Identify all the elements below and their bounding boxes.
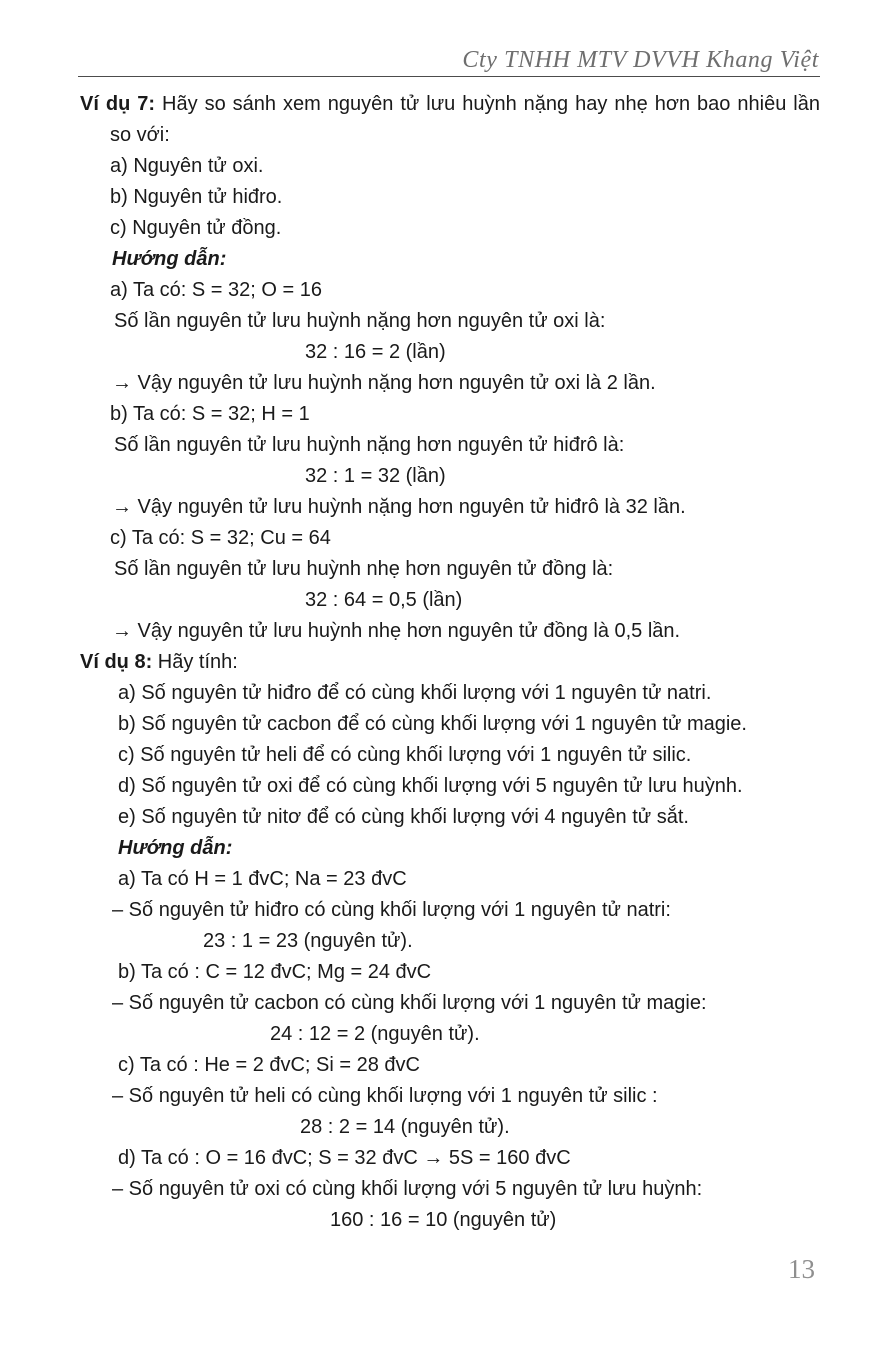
page-number: 13	[788, 1254, 815, 1284]
header-divider	[78, 76, 820, 77]
body-line: b) Số nguyên tử cacbon để có cùng khối lượng với 1 nguyên tử magie.	[118, 713, 747, 735]
body-line: – Số nguyên tử cacbon có cùng khối lượng với 1 nguyên tử magie:	[112, 992, 707, 1014]
equation-line: 160 : 16 = 10 (nguyên tử)	[330, 1209, 557, 1231]
header-company-name: Cty TNHH MTV DVVH Khang Việt	[462, 47, 819, 73]
equation-line: 23 : 1 = 23 (nguyên tử).	[203, 930, 413, 952]
body-line: Số lần nguyên tử lưu huỳnh nặng hơn nguyên tử hiđrô là:	[114, 434, 625, 456]
document-content	[0, 89, 891, 1236]
equation-line: 28 : 2 = 14 (nguyên tử).	[300, 1116, 510, 1138]
body-line: → Vậy nguyên tử lưu huỳnh nặng hơn nguyên tử hiđrô là 32 lần.	[112, 496, 686, 518]
body-line: Số lần nguyên tử lưu huỳnh nặng hơn nguyên tử oxi là:	[114, 310, 606, 332]
body-line: e) Số nguyên tử nitơ để có cùng khối lượng với 4 nguyên tử sắt.	[118, 806, 689, 828]
body-line: → Vậy nguyên tử lưu huỳnh nặng hơn nguyên tử oxi là 2 lần.	[112, 372, 656, 394]
body-line: b) Ta có: S = 32; H = 1	[110, 403, 310, 425]
body-line: a) Số nguyên tử hiđro để có cùng khối lượng với 1 nguyên tử natri.	[118, 682, 712, 704]
body-line: a) Ta có H = 1 đvC; Na = 23 đvC	[118, 868, 407, 890]
body-line: b) Ta có : C = 12 đvC; Mg = 24 đvC	[118, 961, 432, 983]
body-line: a) Nguyên tử oxi.	[110, 155, 264, 177]
body-line: → Vậy nguyên tử lưu huỳnh nhẹ hơn nguyên tử đồng là 0,5 lần.	[112, 620, 681, 642]
example-heading	[0, 647, 891, 678]
equation-line: 24 : 12 = 2 (nguyên tử).	[270, 1023, 480, 1045]
example-heading-text: Hãy so sánh xem nguyên tử lưu huỳnh nặng hay nhẹ hơn bao nhiêu lần	[155, 93, 820, 115]
body-line: – Số nguyên tử hiđro có cùng khối lượng với 1 nguyên tử natri:	[112, 899, 671, 921]
equation-line: 32 : 16 = 2 (lần)	[305, 341, 446, 363]
example-heading-text: Hãy tính:	[152, 651, 238, 673]
body-line: c) Nguyên tử đồng.	[110, 217, 282, 239]
example-number-label: Ví dụ 8:	[80, 651, 153, 673]
section-label: Hướng dẫn:	[112, 248, 227, 270]
body-line: Số lần nguyên tử lưu huỳnh nhẹ hơn nguyên tử đồng là:	[114, 558, 614, 580]
body-line: d) Ta có : O = 16 đvC; S = 32 đvC → 5S = 160 đvC	[118, 1147, 571, 1169]
equation-line: 32 : 1 = 32 (lần)	[305, 465, 446, 487]
body-line: c) Ta có : He = 2 đvC; Si = 28 đvC	[118, 1054, 420, 1076]
example-number-label: Ví dụ 7:	[80, 93, 156, 115]
body-line: c) Số nguyên tử heli để có cùng khối lượng với 1 nguyên tử silic.	[118, 744, 692, 766]
body-line: – Số nguyên tử heli có cùng khối lượng với 1 nguyên tử silic :	[112, 1085, 658, 1107]
section-label: Hướng dẫn:	[118, 837, 233, 859]
body-line: b) Nguyên tử hiđro.	[110, 186, 283, 208]
body-line: a) Ta có: S = 32; O = 16	[110, 279, 322, 301]
example-heading	[0, 89, 820, 120]
body-line: c) Ta có: S = 32; Cu = 64	[110, 527, 331, 549]
body-line: – Số nguyên tử oxi có cùng khối lượng với 5 nguyên tử lưu huỳnh:	[112, 1178, 703, 1200]
body-line: d) Số nguyên tử oxi để có cùng khối lượng với 5 nguyên tử lưu huỳnh.	[118, 775, 743, 797]
body-line: so với:	[110, 124, 170, 146]
equation-line: 32 : 64 = 0,5 (lần)	[305, 589, 463, 611]
